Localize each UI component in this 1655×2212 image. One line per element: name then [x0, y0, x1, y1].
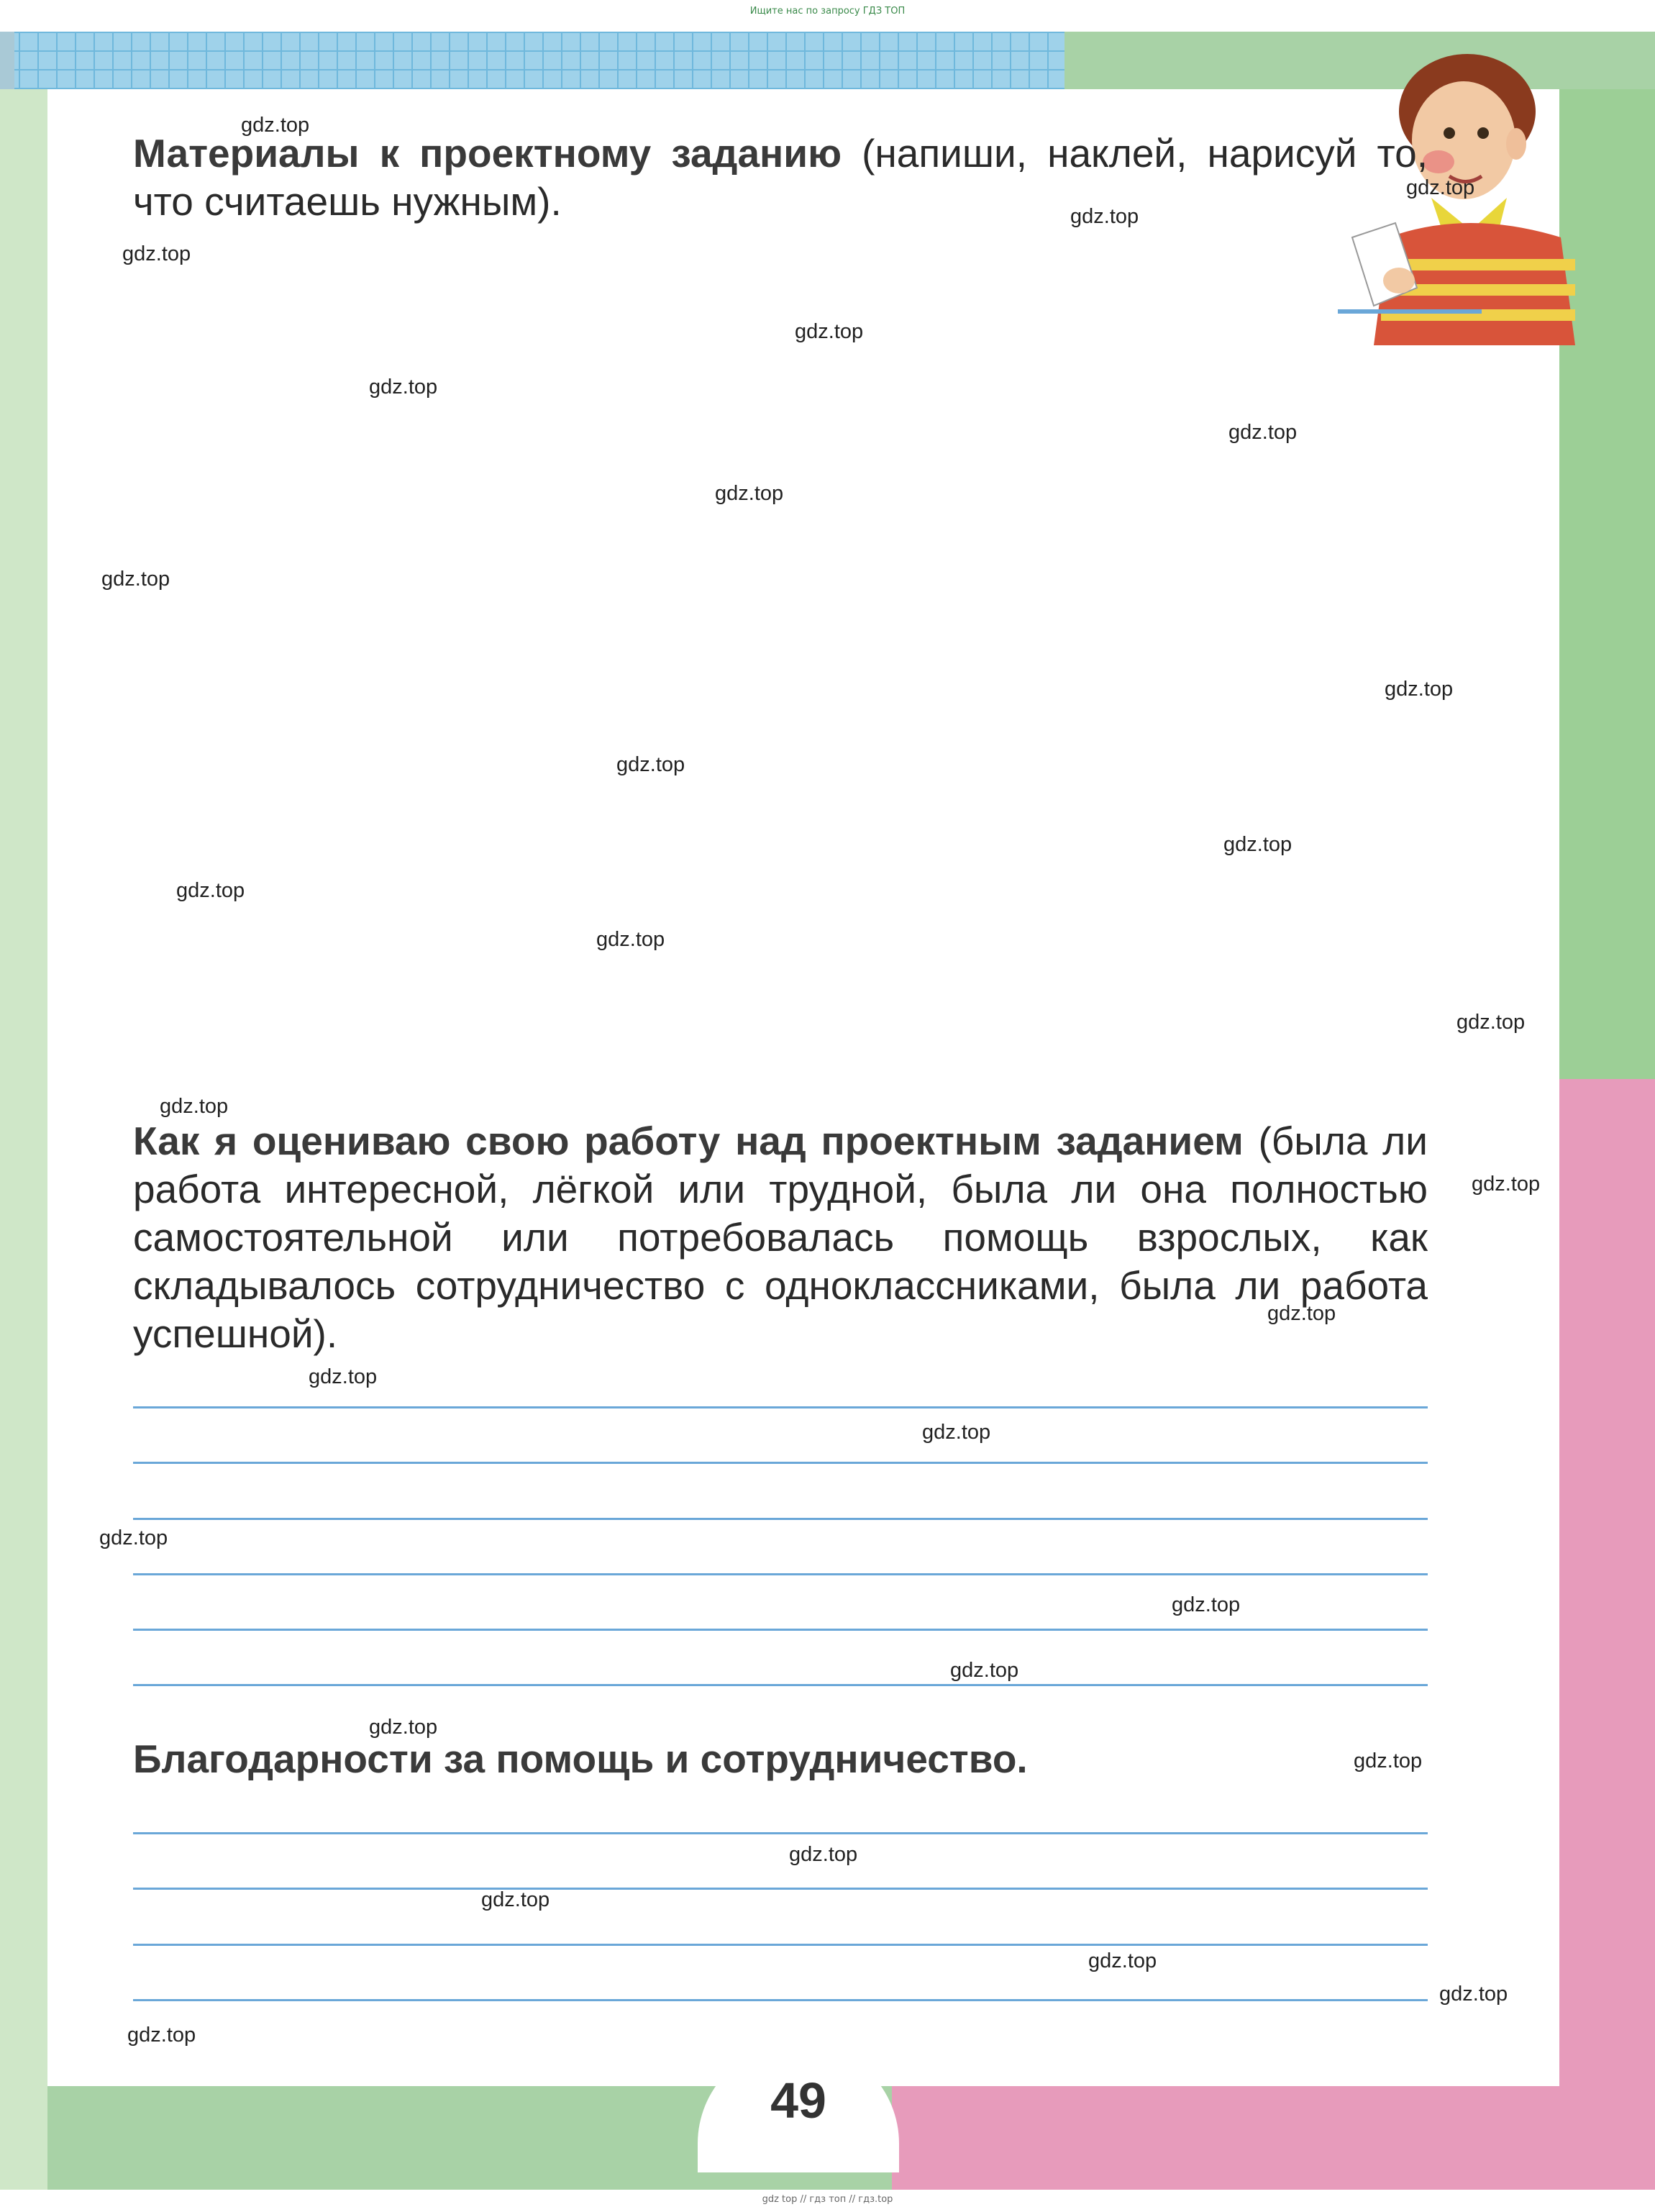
- watermark: gdz.top: [922, 1421, 991, 1444]
- writing-line[interactable]: [133, 1888, 1428, 1890]
- worksheet-paper: [47, 89, 1559, 2086]
- watermark: gdz.top: [481, 1888, 550, 1911]
- watermark: gdz.top: [1354, 1749, 1423, 1772]
- writing-line[interactable]: [133, 1684, 1428, 1686]
- watermark: gdz.top: [101, 568, 170, 591]
- watermark: gdz.top: [127, 2024, 196, 2047]
- watermark: gdz.top: [122, 242, 191, 265]
- watermark: gdz.top: [596, 928, 665, 951]
- writing-line[interactable]: [133, 1406, 1428, 1408]
- watermark: gdz.top: [309, 1365, 378, 1388]
- watermark: gdz.top: [1406, 176, 1475, 199]
- watermark: gdz.top: [950, 1659, 1019, 1682]
- watermark: gdz.top: [369, 376, 438, 399]
- watermark: gdz.top: [99, 1526, 168, 1549]
- writing-line[interactable]: [133, 1629, 1428, 1631]
- watermark: gdz.top: [176, 879, 245, 902]
- watermark: gdz.top: [789, 1843, 858, 1866]
- background-pink-bottom: [892, 2072, 1655, 2190]
- materials-title-rest: (напиши, наклей, нарисуй то, что считаешь нужным).: [133, 131, 1428, 224]
- watermark: gdz.top: [1439, 1983, 1508, 2006]
- watermark: gdz.top: [1172, 1593, 1241, 1616]
- watermark: gdz.top: [1385, 678, 1454, 701]
- watermark: gdz.top: [1088, 1949, 1157, 1972]
- background-left-margin: [0, 89, 47, 2190]
- writing-line[interactable]: [133, 1999, 1428, 2001]
- section-self-assessment-heading: [133, 1117, 1428, 1358]
- materials-title-bold: Материалы к проектному заданию: [133, 131, 842, 176]
- writing-line[interactable]: [133, 1462, 1428, 1464]
- writing-line[interactable]: [133, 1944, 1428, 1946]
- watermark: gdz.top: [1070, 205, 1139, 228]
- watermark: gdz.top: [1228, 421, 1298, 444]
- section-thanks-heading: [133, 1735, 1428, 1783]
- section-materials-heading: [133, 129, 1428, 226]
- background-grid: [0, 32, 1064, 89]
- page-number: 49: [770, 2072, 826, 2129]
- self-assessment-title-rest: (была ли работа интересной, лёгкой или трудной, была ли она полностью самостоятельной или потребовалась помощь взрослых, как складывалось сотрудничество с одноклассниками, была ли работа успешной).: [133, 1119, 1428, 1356]
- watermark: gdz.top: [1472, 1173, 1541, 1196]
- watermark: gdz.top: [795, 320, 864, 343]
- header-caption: Ищите нас по запросу ГДЗ ТОП: [749, 6, 906, 17]
- footer-caption: gdz top // гдз топ // гдз.top: [762, 2194, 893, 2205]
- watermark: gdz.top: [1223, 833, 1292, 856]
- writing-line[interactable]: [133, 1573, 1428, 1575]
- thanks-title-bold: Благодарности за помощь и сотрудничество.: [133, 1737, 1028, 1781]
- watermark: gdz.top: [616, 753, 685, 776]
- watermark: gdz.top: [241, 114, 310, 137]
- watermark: gdz.top: [715, 482, 784, 505]
- watermark: gdz.top: [1456, 1011, 1526, 1034]
- writing-line[interactable]: [133, 1832, 1428, 1834]
- watermark: gdz.top: [1267, 1302, 1336, 1325]
- self-assessment-title-bold: Как я оцениваю свою работу над проектным заданием: [133, 1119, 1244, 1163]
- watermark: gdz.top: [160, 1095, 229, 1118]
- watermark: gdz.top: [369, 1716, 438, 1739]
- writing-line[interactable]: [133, 1518, 1428, 1520]
